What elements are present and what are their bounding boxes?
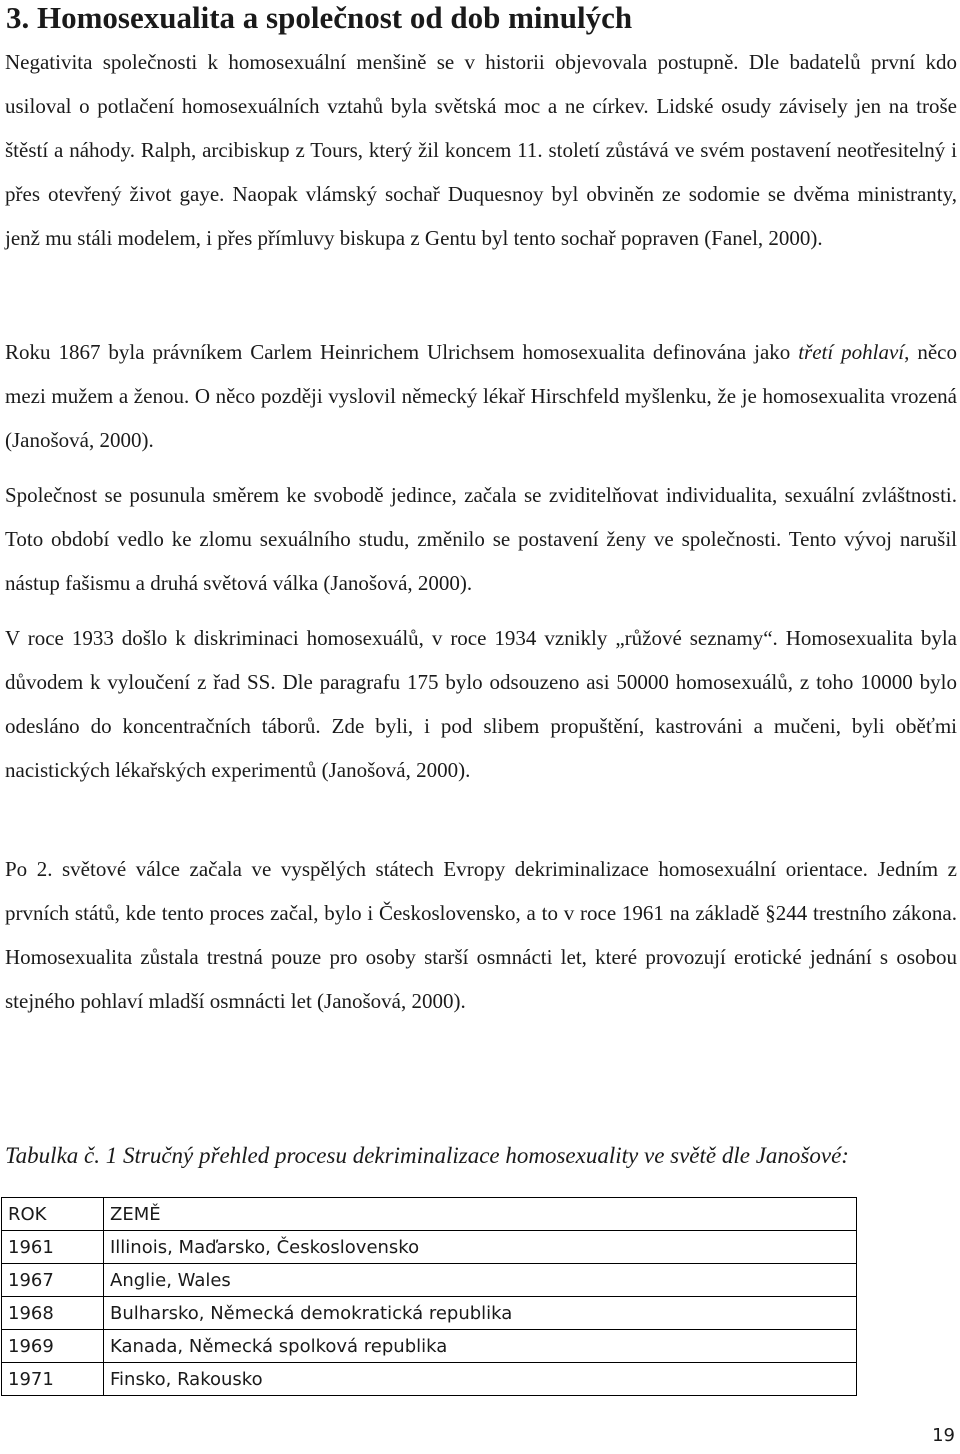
table-row (2, 1231, 857, 1264)
table-header-country: ZEMĚ (104, 1198, 857, 1231)
table-row (2, 1363, 857, 1396)
table-cell-year: 1961 (2, 1231, 104, 1264)
paragraph-ulrichs (5, 330, 957, 462)
paragraph-ulrichs-italic-term: třetí pohlaví (798, 340, 905, 364)
table-row (2, 1330, 857, 1363)
table-cell-country: Anglie, Wales (104, 1264, 857, 1297)
paragraph-ulrichs-text-2: , něco mezi mužem a ženou. O něco později vyslovil německý lékař Hirschfeld myšlenku, že je homosexualita vrozená (Janošová, 2000). (5, 340, 957, 452)
section-heading: 3. Homosexualita a společnost od dob minulých (6, 0, 633, 35)
table-cell-country: Illinois, Maďarsko, Československo (104, 1231, 857, 1264)
table-cell-year: 1968 (2, 1297, 104, 1330)
table-header-year: ROK (2, 1198, 104, 1231)
paragraph-decriminalization: Po 2. světové válce začala ve vyspělých státech Evropy dekriminalizace homosexuální orientace. Jedním z prvních států, kde tento proces začal, bylo i Československo, a to v roce 1961 na základě §244 trestního zákona. Homosexualita zůstala trestná pouze pro osoby starší osmnácti let, které provozují erotické jednání s osobou stejného pohlaví mladší osmnácti let (Janošová, 2000). (5, 857, 957, 1013)
table-cell-year: 1969 (2, 1330, 104, 1363)
table-header-row (2, 1198, 857, 1231)
table-cell-country: Kanada, Německá spolková republika (104, 1330, 857, 1363)
page-number: 19 (932, 1425, 955, 1446)
decriminalization-table (1, 1197, 857, 1396)
paragraph-society-shift: Společnost se posunula směrem ke svobodě jedince, začala se zviditelňovat individualita, sexuální zvláštnosti. Toto období vedlo ke zlomu sexuálního studu, změnilo se postavení ženy ve společnosti. Tento vývoj narušil nástup fašismu a druhá světová válka (Janošová, 2000). (5, 483, 957, 595)
table-cell-year: 1971 (2, 1363, 104, 1396)
table-cell-country: Finsko, Rakousko (104, 1363, 857, 1396)
table-row (2, 1297, 857, 1330)
paragraph-nazi-era: V roce 1933 došlo k diskriminaci homosexuálů, v roce 1934 vznikly „růžové seznamy“. Homosexualita byla důvodem k vyloučení z řad SS. Dle paragrafu 175 bylo odsouzeno asi 50000 homosexuálů, z toho 10000 bylo odesláno do koncentračních táborů. Zde byli, i pod slibem propuštění, kastrováni a mučeni, byli oběťmi nacistických lékařských experimentů (Janošová, 2000). (5, 626, 957, 782)
paragraph-ulrichs-text-1: Roku 1867 byla právníkem Carlem Heinrichem Ulrichsem homosexualita definována jako (5, 340, 799, 364)
table-cell-country: Bulharsko, Německá demokratická republika (104, 1297, 857, 1330)
table-cell-year: 1967 (2, 1264, 104, 1297)
table-row (2, 1264, 857, 1297)
table-caption: Tabulka č. 1 Stručný přehled procesu dekriminalizace homosexuality ve světě dle Janošové: (5, 1143, 849, 1168)
paragraph-history-intro: Negativita společnosti k homosexuální menšině se v historii objevovala postupně. Dle badatelů první kdo usiloval o potlačení homosexuálních vztahů byla světská moc a ne církev. Lidské osudy závisely jen na troše štěstí a náhody. Ralph, arcibiskup z Tours, který žil koncem 11. století zůstává ve svém postavení neotřesitelný i přes otevřený život gaye. Naopak vlámský sochař Duquesnoy byl obviněn ze sodomie se dvěma ministranty, jenž mu stáli modelem, i přes přímluvy biskupa z Gentu byl tento sochař popraven (Fanel, 2000). (5, 50, 957, 250)
